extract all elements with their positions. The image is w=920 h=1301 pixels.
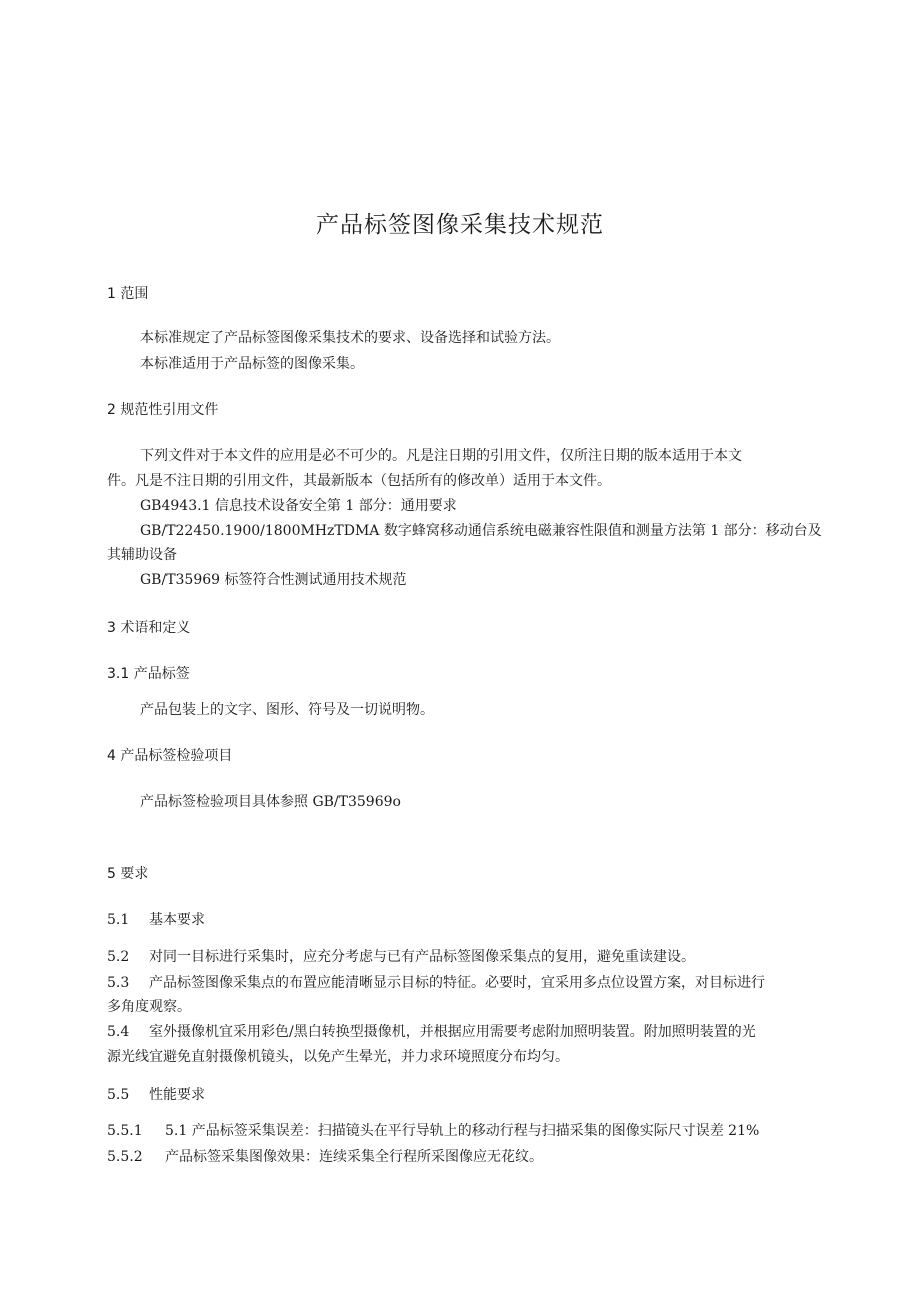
clause-5-3-number: 5.3 — [107, 975, 130, 991]
clause-5-5-1-number: 5.5.1 — [107, 1123, 143, 1139]
clause-5-5 — [107, 1083, 827, 1107]
section-2-intro-line-2: 件。凡是不注日期的引用文件，其最新版本（包括所有的修改单）适用于本文件。 — [107, 473, 611, 489]
clause-5-2-text: 对同一目标进行采集时，应充分考虑与已有产品标签图像采集点的复用，避免重读建设。 — [149, 949, 695, 965]
section-4-text: 产品标签检验项目具体参照 GB/T35969o — [140, 794, 401, 810]
clause-5-3-text-line-1: 产品标签图像采集点的布置应能清晰显示目标的特征。必要时，宜采用多点位设置方案，对目标进行 — [149, 975, 765, 991]
clause-5-5-1 — [107, 1119, 827, 1143]
clause-5-1-text: 基本要求 — [149, 912, 205, 928]
clause-5-3-text-line-2: 多角度观察。 — [107, 999, 191, 1015]
clause-5-4 — [107, 1020, 827, 1044]
section-1-paragraph-2: 本标准适用于产品标签的图像采集。 — [140, 356, 364, 372]
clause-5-5-number: 5.5 — [107, 1087, 130, 1103]
clause-5-4-text-line-1: 室外摄像机宜采用彩色/黑白转换型摄像机，并根据应用需要考虑附加照明装置。附加照明装置的光 — [149, 1024, 756, 1040]
clause-5-3 — [107, 971, 827, 995]
section-5-heading: 5 要求 — [107, 866, 149, 882]
section-2-heading: 2 规范性引用文件 — [107, 402, 219, 418]
section-2-intro-line-1: 下列文件对于本文件的应用是必不可少的。凡是注日期的引用文件，仅所注日期的版本适用于本文 — [140, 448, 742, 464]
clause-5-5-1-text: 5.1 产品标签采集误差：扫描镜头在平行导轨上的移动行程与扫描采集的图像实际尺寸误差 21% — [165, 1123, 760, 1139]
clause-5-1 — [107, 908, 827, 932]
section-3-heading: 3 术语和定义 — [107, 620, 191, 636]
definition-product-label: 产品包装上的文字、图形、符号及一切说明物。 — [140, 702, 434, 718]
reference-gbt22450-line-2: 其辅助设备 — [107, 547, 177, 563]
reference-gb4943: GB4943.1 信息技术设备安全第 1 部分：通用要求 — [140, 498, 457, 514]
reference-gbt22450-line-1: GB/T22450.1900/1800MHzTDMA 数字蜂窝移动通信系统电磁兼容性限值和测量方法第 1 部分：移动台及 — [140, 523, 822, 539]
clause-5-1-number: 5.1 — [107, 912, 130, 928]
clause-5-4-number: 5.4 — [107, 1024, 130, 1040]
section-1-heading: 1 范围 — [107, 286, 149, 302]
reference-gbt35969: GB/T35969 标签符合性测试通用技术规范 — [140, 572, 407, 588]
clause-5-2 — [107, 945, 827, 969]
clause-5-2-number: 5.2 — [107, 949, 130, 965]
clause-5-5-2 — [107, 1145, 827, 1169]
clause-5-5-2-number: 5.5.2 — [107, 1149, 143, 1165]
section-3-1-heading: 3.1 产品标签 — [107, 666, 190, 682]
clause-5-4-text-line-2: 源光线宜避免直射摄像机镜头，以免产生晕光，并力求环境照度分布均匀。 — [107, 1049, 569, 1065]
section-4-heading: 4 产品标签检验项目 — [107, 748, 233, 764]
clause-5-5-text: 性能要求 — [149, 1087, 205, 1103]
clause-5-5-2-text: 产品标签采集图像效果：连续采集全行程所采图像应无花纹。 — [165, 1149, 543, 1165]
document-title: 产品标签图像采集技术规范 — [316, 212, 604, 238]
section-1-paragraph-1: 本标准规定了产品标签图像采集技术的要求、设备选择和试验方法。 — [140, 330, 560, 346]
